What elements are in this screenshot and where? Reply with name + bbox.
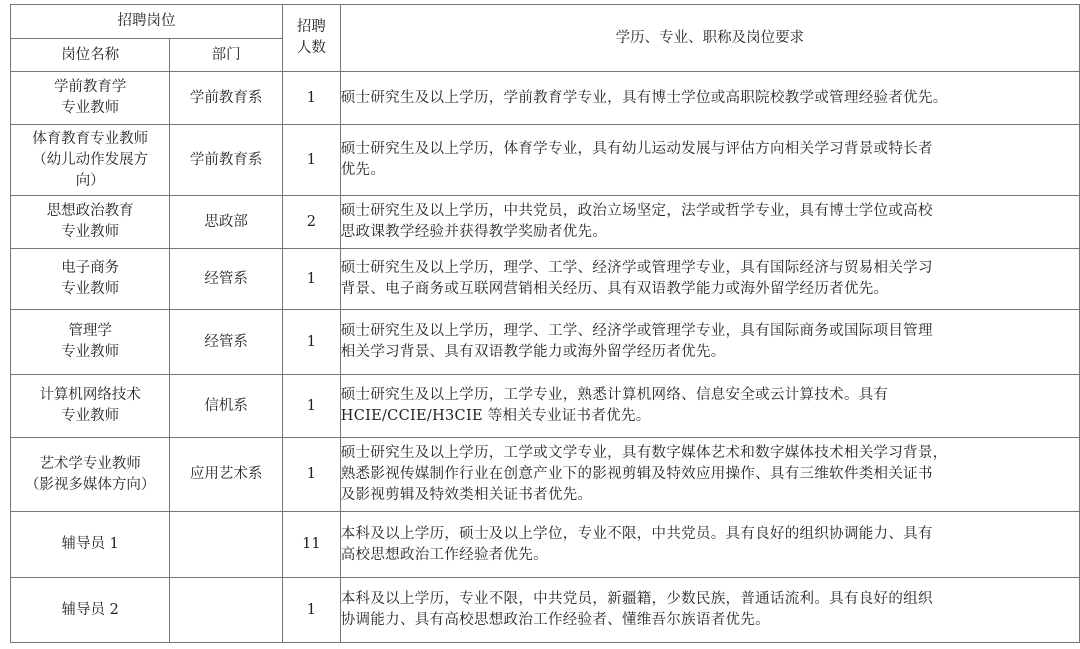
table-row (11, 375, 1080, 438)
table-body (11, 72, 1080, 643)
requirements-line: 硕士研究生及以上学历，学前教育学专业，具有博士学位或高职院校教学或管理经验者优先。 (340, 89, 948, 106)
requirements-line: HCIE/CCIE/H3CIE 等相关专业证书者优先。 (340, 408, 651, 424)
requirements-line: 优先。 (340, 162, 386, 178)
department-cell: 学前教育系 (170, 125, 283, 196)
department-cell: 信机系 (170, 375, 283, 438)
table-row (11, 125, 1080, 196)
requirements-line: 协调能力、具有高校思想政治工作经验者、懂维吾尔族语者优先。 (340, 612, 770, 628)
requirements-line: 硕士研究生及以上学历，工学专业，熟悉计算机网络、信息安全或云计算技术。具有 (340, 387, 889, 403)
recruitment-table (10, 4, 1080, 643)
position-name-cell (11, 512, 170, 578)
position-name-line: 辅导员 2 (61, 601, 119, 618)
headcount-cell: 11 (282, 512, 340, 578)
position-name-line: 向） (75, 172, 105, 189)
position-name-line: （幼儿动作发展方 (32, 151, 149, 168)
position-name-line: 学前教育学 (53, 79, 127, 95)
requirements-line: 及影视剪辑及特效类相关证书者优先。 (340, 487, 593, 503)
header-count-line1: 招聘 (296, 19, 326, 35)
requirements-cell (340, 72, 1079, 125)
headcount-cell: 1 (282, 125, 340, 196)
position-name-cell (11, 72, 170, 125)
requirements-line: 硕士研究生及以上学历，工学或文学专业，具有数字媒体艺术和数字媒体技术相关学习背景， (340, 445, 948, 461)
position-name-cell (11, 249, 170, 310)
header-count (282, 5, 340, 72)
requirements-line: 硕士研究生及以上学历，中共党员，政治立场坚定，法学或哲学专业，具有博士学位或高校 (340, 203, 933, 219)
header-position-group: 招聘岗位 (11, 5, 283, 39)
department-cell: 经管系 (170, 310, 283, 375)
position-name-line: 专业教师 (61, 224, 120, 240)
headcount-cell: 1 (282, 249, 340, 310)
position-name-line: 体育教育专业教师 (32, 130, 149, 147)
requirements-cell (340, 310, 1079, 375)
requirements-line: 相关学习背景、具有双语教学能力或海外留学经历者优先。 (340, 344, 726, 360)
table-row (11, 438, 1080, 512)
requirements-line: 熟悉影视传媒制作行业在创意产业下的影视剪辑及特效应用操作、具有三维软件类相关证书 (340, 466, 933, 482)
requirements-line: 高校思想政治工作经验者优先。 (340, 546, 548, 563)
position-name-cell (11, 438, 170, 512)
requirements-line: 硕士研究生及以上学历，理学、工学、经济学或管理学专业，具有国际经济与贸易相关学习 (340, 260, 933, 276)
requirements-line: 本科及以上学历，硕士及以上学位，专业不限，中共党员。具有良好的组织协调能力、具有 (340, 525, 933, 542)
department-cell: 学前教育系 (170, 72, 283, 125)
headcount-cell: 1 (282, 375, 340, 438)
requirements-line: 本科及以上学历，专业不限，中共党员，新疆籍，少数民族，普通话流利。具有良好的组织 (340, 591, 933, 607)
header-requirements: 学历、专业、职称及岗位要求 (340, 5, 1079, 72)
position-name-line: 专业教师 (61, 344, 120, 360)
requirements-line: 硕士研究生及以上学历，理学、工学、经济学或管理学专业，具有国际商务或国际项目管理 (340, 323, 933, 339)
position-name-line: 艺术学专业教师 (39, 455, 141, 472)
position-name-cell (11, 310, 170, 375)
position-name-cell (11, 578, 170, 643)
requirements-cell (340, 249, 1079, 310)
headcount-cell: 1 (282, 310, 340, 375)
requirements-cell (340, 196, 1079, 249)
department-cell: 应用艺术系 (170, 438, 283, 512)
position-name-line: 电子商务 (61, 260, 120, 276)
position-name-line: 思想政治教育 (46, 203, 134, 219)
position-name-cell (11, 125, 170, 196)
table-row (11, 512, 1080, 578)
requirements-line: 硕士研究生及以上学历，体育学专业，具有幼儿运动发展与评估方向相关学习背景或特长者 (340, 141, 933, 157)
requirements-cell (340, 375, 1079, 438)
table-row (11, 310, 1080, 375)
position-name-line: 辅导员 1 (61, 536, 119, 552)
department-cell (170, 512, 283, 578)
position-name-line: 专业教师 (61, 408, 120, 424)
position-name-line: 专业教师 (61, 100, 120, 116)
department-cell (170, 578, 283, 643)
requirements-cell (340, 438, 1079, 512)
header-count-line2: 人数 (296, 40, 326, 56)
header-position-name: 岗位名称 (11, 39, 170, 72)
department-cell: 经管系 (170, 249, 283, 310)
position-name-line: 专业教师 (61, 281, 120, 297)
requirements-cell (340, 125, 1079, 196)
requirements-line: 思政课教学经验并获得教学奖励者优先。 (340, 224, 608, 240)
position-name-line: 管理学 (68, 323, 112, 339)
table-row (11, 196, 1080, 249)
position-name-cell (11, 196, 170, 249)
department-cell: 思政部 (170, 196, 283, 249)
requirements-cell (340, 512, 1079, 578)
headcount-cell: 2 (282, 196, 340, 249)
table-row (11, 578, 1080, 643)
position-name-line: （影视多媒体方向） (24, 476, 156, 493)
header-department: 部门 (170, 39, 283, 72)
requirements-cell (340, 578, 1079, 643)
position-name-line: 计算机网络技术 (39, 387, 141, 403)
table-row (11, 249, 1080, 310)
headcount-cell: 1 (282, 72, 340, 125)
requirements-line: 背景、电子商务或互联网营销相关经历、具有双语教学能力或海外留学经历者优先。 (340, 281, 889, 297)
headcount-cell: 1 (282, 578, 340, 643)
table-row (11, 72, 1080, 125)
headcount-cell: 1 (282, 438, 340, 512)
position-name-cell (11, 375, 170, 438)
